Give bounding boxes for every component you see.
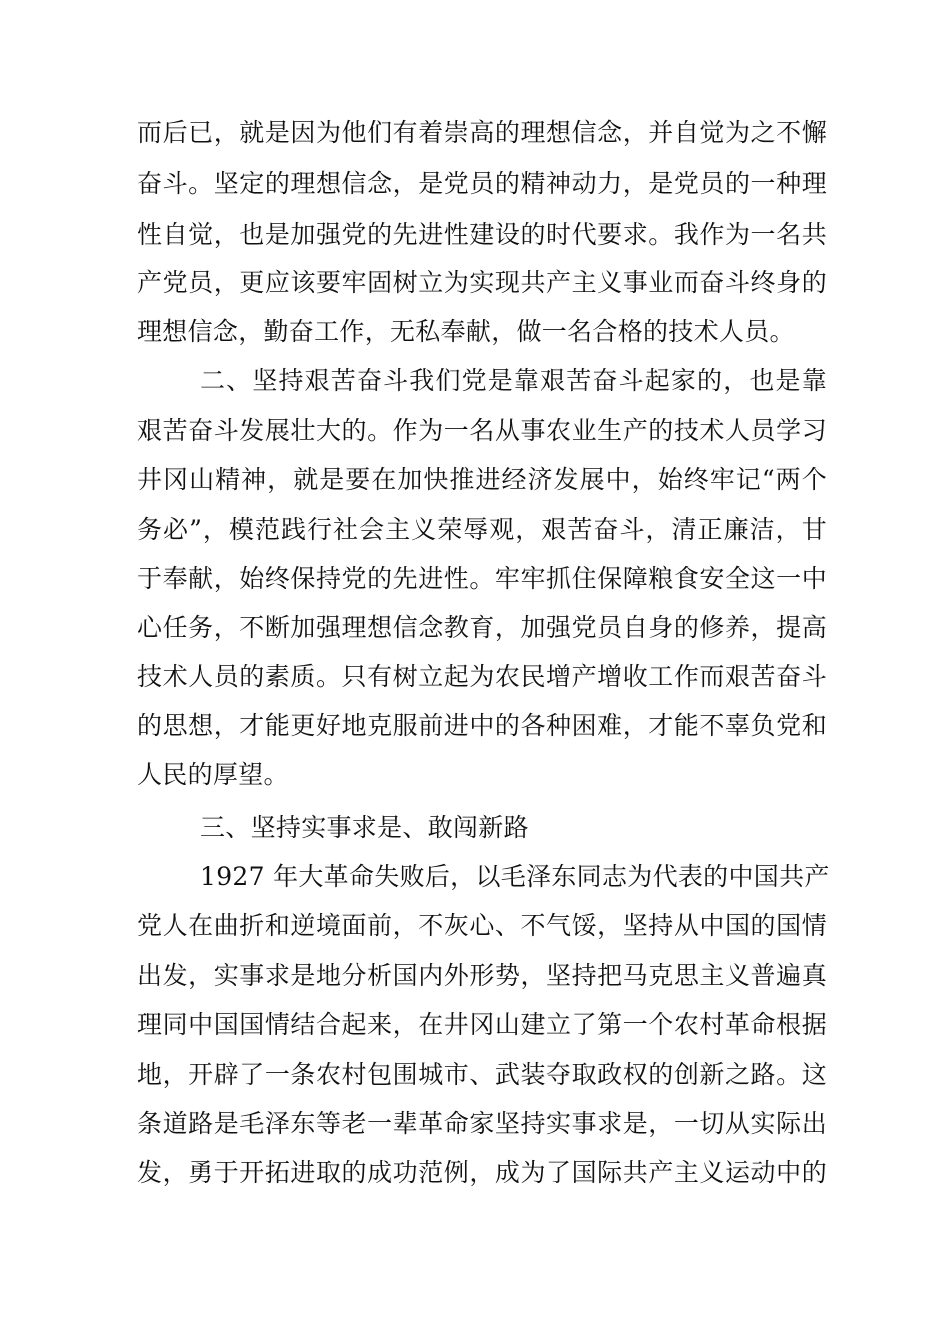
text-line: 技术人员的素质。只有树立起为农民增产增收工作而艰苦奋斗 [137,662,827,691]
text-line: 人民的厚望。 [137,760,289,789]
text-line: 奋斗。坚定的理想信念，是党员的精神动力，是党员的一种理 [137,169,827,198]
text-line: 产党员，更应该要牢固树立为实现共产主义事业而奋斗终身的 [137,268,827,297]
text-line: 出发，实事求是地分析国内外形势，坚持把马克思主义普遍真 [137,961,827,990]
text-line: 心任务，不断加强理想信念教育，加强党员自身的修养，提高 [137,613,827,642]
text-line: 党人在曲折和逆境面前，不灰心、不气馁，坚持从中国的国情 [137,911,827,940]
text-line: 理同中国国情结合起来，在井冈山建立了第一个农村革命根据 [137,1010,827,1039]
text-line: 理想信念，勤奋工作，无私奉献，做一名合格的技术人员。 [137,317,795,346]
text-line: 1927 年大革命失败后，以毛泽东同志为代表的中国共产 [200,862,830,891]
text-line: 而后已，就是因为他们有着崇高的理想信念，并自觉为之不懈 [137,118,827,147]
text-line: 艰苦奋斗发展壮大的。作为一名从事农业生产的技术人员学习 [137,416,827,445]
text-line: 井冈山精神，就是要在加快推进经济发展中，始终牢记“两个 [137,465,827,494]
section-heading-2: 二、坚持艰苦奋斗我们党是靠艰苦奋斗起家的，也是靠 [200,366,827,395]
text-line: 的思想，才能更好地克服前进中的各种困难，才能不辜负党和 [137,711,827,740]
text-line: 务必”，模范践行社会主义荣辱观，艰苦奋斗，清正廉洁，甘 [137,515,827,544]
text-line: 性自觉，也是加强党的先进性建设的时代要求。我作为一名共 [137,220,827,249]
text-line: 条道路是毛泽东等老一辈革命家坚持实事求是，一切从实际出 [137,1109,827,1138]
section-heading-3: 三、坚持实事求是、敢闯新路 [200,813,529,842]
text-line: 发，勇于开拓进取的成功范例，成为了国际共产主义运动中的 [137,1158,827,1187]
text-line: 地，开辟了一条农村包围城市、武装夺取政权的创新之路。这 [137,1060,827,1089]
text-line: 于奉献，始终保持党的先进性。牢牢抓住保障粮食安全这一中 [137,564,827,593]
